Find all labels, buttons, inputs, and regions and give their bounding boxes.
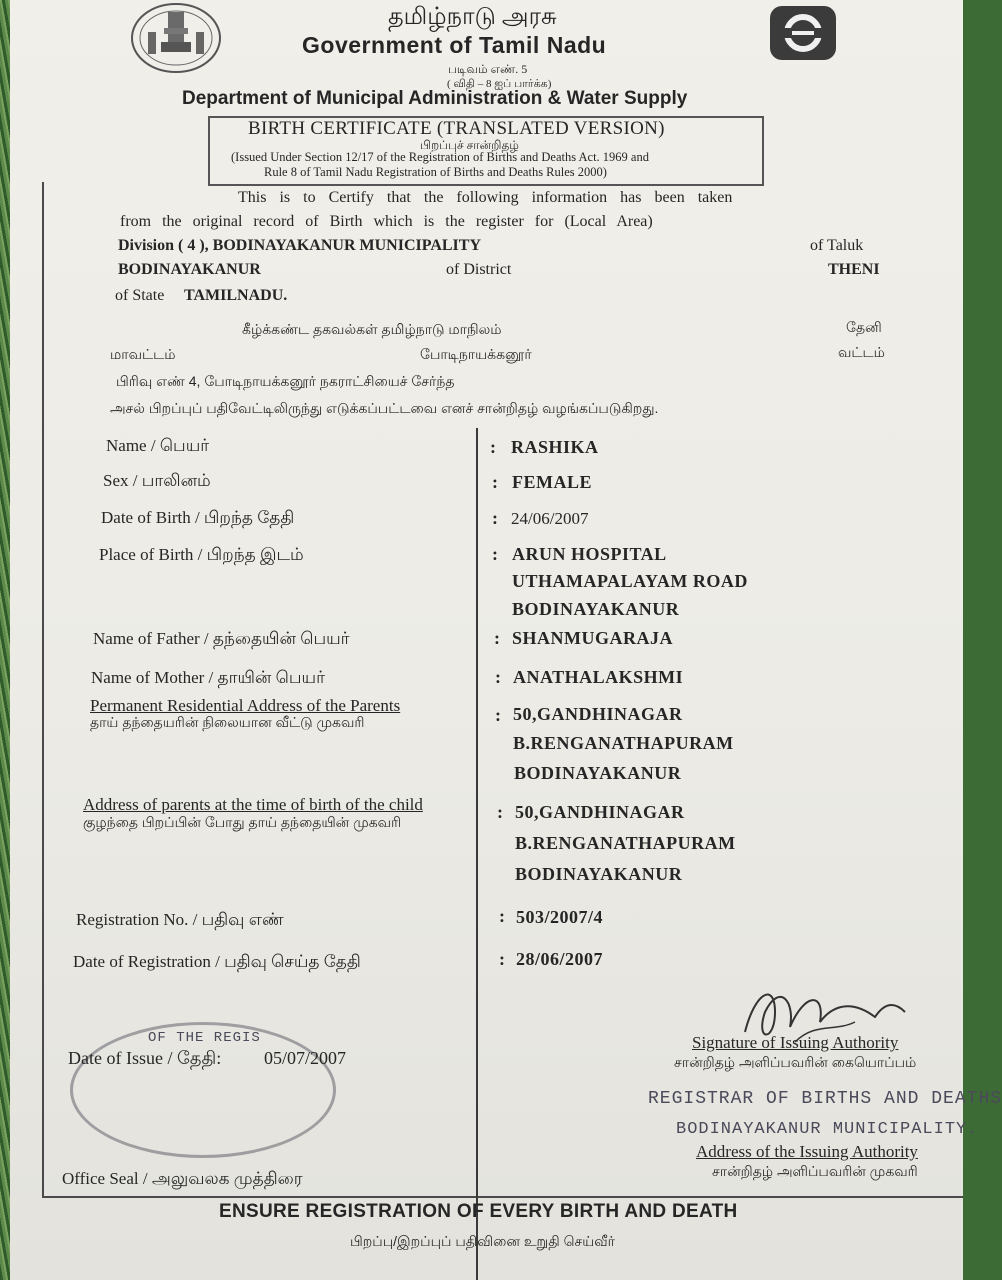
seal-text: OF THE REGIS [148, 1030, 261, 1046]
tamil-intro-line4: அசல் பிறப்புப் பதிவேட்டிலிருந்து எடுக்கப்பட்டவை எனச் சான்றிதழ் வழங்கப்படுகிறது. [110, 400, 659, 416]
dob-label: Date of Birth / பிறந்த தேதி [101, 508, 295, 527]
tamil-mavattam: மாவட்டம் [110, 346, 176, 362]
frame-bottom-border [42, 1196, 963, 1198]
sex-value: FEMALE [512, 472, 593, 492]
perm-addr-line3: BODINAYAKANUR [514, 763, 682, 783]
column-divider [476, 428, 478, 1280]
birth-addr-label-tamil: குழந்தை பிறப்பின் போது தாய் தந்தையின் முகவரி [83, 814, 402, 830]
reg-date-value: 28/06/2007 [516, 949, 604, 969]
colon: : [492, 508, 498, 528]
perm-addr-line2: B.RENGANATHAPURAM [513, 733, 734, 753]
issue-date-label: Date of Issue / தேதி: [68, 1048, 222, 1068]
reg-no-value: 503/2007/4 [516, 907, 604, 927]
registration-banner-tamil: பிறப்பு/இறப்புப் பதிவினை உறுதி செய்வீர் [350, 1233, 615, 1249]
tamil-intro-line1: கீழ்க்கண்ட தகவல்கள் தமிழ்நாடு மாநிலம் [242, 321, 502, 337]
department-name: Department of Municipal Administration & Water Supply [182, 88, 688, 109]
certificate-heading-tamil: பிறப்புச் சான்றிதழ் [420, 138, 519, 152]
tamil-title: தமிழ்நாடு அரசு [388, 4, 557, 30]
address-authority-label-tamil: சான்றிதழ் அளிப்பவரின் முகவரி [712, 1163, 918, 1179]
frame-left-border [42, 182, 44, 1197]
birth-addr-line3: BODINAYAKANUR [515, 864, 683, 884]
sex-label: Sex / பாலினம் [103, 471, 211, 490]
mother-value: ANATHALAKSHMI [513, 667, 684, 687]
tamil-vattam: வட்டம் [838, 344, 885, 360]
registrar-stamp-line1: REGISTRAR OF BIRTHS AND DEATHS [648, 1089, 1002, 1109]
father-label: Name of Father / தந்தையின் பெயர் [93, 629, 350, 648]
dob-value: 24/06/2007 [511, 509, 589, 528]
name-value: RASHIKA [511, 437, 599, 457]
colon: : [495, 705, 501, 725]
tamil-district: தேனி [846, 319, 882, 335]
address-authority-label: Address of the Issuing Authority [696, 1142, 918, 1161]
form-number: படிவம் எண். 5 [448, 62, 528, 76]
colon: : [497, 802, 503, 822]
colon: : [490, 437, 496, 457]
colon: : [495, 667, 501, 687]
pob-line1: ARUN HOSPITAL [512, 544, 667, 564]
registration-banner: ENSURE REGISTRATION OF EVERY BIRTH AND DEATH [219, 1201, 738, 1222]
tamil-taluk: போடிநாயக்கனூர் [420, 346, 532, 362]
intro-line1: This is to Certify that the following information has been taken [238, 189, 733, 206]
digital-logo-icon [770, 6, 836, 60]
birth-addr-line1: 50,GANDHINAGAR [515, 802, 685, 822]
perm-addr-line1: 50,GANDHINAGAR [513, 704, 683, 724]
signature-label-tamil: சான்றிதழ் அளிப்பவரின் கையொப்பம் [674, 1054, 917, 1070]
taluk-name: BODINAYAKANUR [118, 261, 261, 278]
mother-label: Name of Mother / தாயின் பெயர் [91, 668, 325, 687]
of-district-label: of District [446, 261, 512, 278]
page-title: Government of Tamil Nadu [302, 32, 607, 58]
tamil-nadu-emblem-icon [128, 2, 224, 74]
registrar-stamp-line2: BODINAYAKANUR MUNICIPALITY. [676, 1120, 979, 1139]
perm-addr-label: Permanent Residential Address of the Parents [90, 696, 401, 715]
issued-under-line1: (Issued Under Section 12/17 of the Registration of Births and Deaths Act. 1969 and [231, 150, 649, 164]
perm-addr-label-tamil: தாய் தந்தையரின் நிலையான வீட்டு முகவரி [90, 714, 365, 730]
signature-label: Signature of Issuing Authority [692, 1033, 899, 1052]
issue-date-value: 05/07/2007 [264, 1048, 347, 1068]
reg-date-label: Date of Registration / பதிவு செய்த தேதி [73, 952, 361, 971]
colon: : [492, 544, 498, 564]
father-value: SHANMUGARAJA [512, 628, 673, 648]
pob-line2: UTHAMAPALAYAM ROAD [512, 571, 748, 591]
birth-addr-line2: B.RENGANATHAPURAM [515, 833, 736, 853]
birth-addr-label: Address of parents at the time of birth of the child [83, 795, 423, 814]
state-name: TAMILNADU. [184, 287, 288, 304]
office-seal-label: Office Seal / அலுவலக முத்திரை [62, 1169, 303, 1188]
colon: : [494, 628, 500, 648]
pob-line3: BODINAYAKANUR [512, 599, 680, 619]
reg-no-label: Registration No. / பதிவு எண் [76, 910, 284, 929]
certificate-heading: BIRTH CERTIFICATE (TRANSLATED VERSION) [248, 118, 665, 139]
of-state-label: of State [115, 287, 165, 304]
of-taluk-label: of Taluk [810, 237, 864, 254]
division-text: Division ( 4 ), BODINAYAKANUR MUNICIPALITY [118, 237, 481, 254]
pob-label: Place of Birth / பிறந்த இடம் [99, 545, 304, 564]
district-name: THENI [828, 261, 880, 278]
tamil-intro-line3: பிரிவு எண் 4, போடிநாயக்கனூர் நகராட்சியைச் சேர்ந்த [116, 373, 455, 389]
colon: : [492, 472, 498, 492]
colon: : [499, 949, 505, 969]
issued-under-line2: Rule 8 of Tamil Nadu Registration of Births and Deaths Rules 2000) [264, 165, 607, 179]
intro-line2: from the original record of Birth which is the register for (Local Area) [120, 213, 653, 230]
colon: : [499, 906, 505, 926]
name-label: Name / பெயர் [106, 436, 210, 455]
rule-reference: ( விதி – 8 ஐப் பார்க்க) [447, 78, 552, 90]
